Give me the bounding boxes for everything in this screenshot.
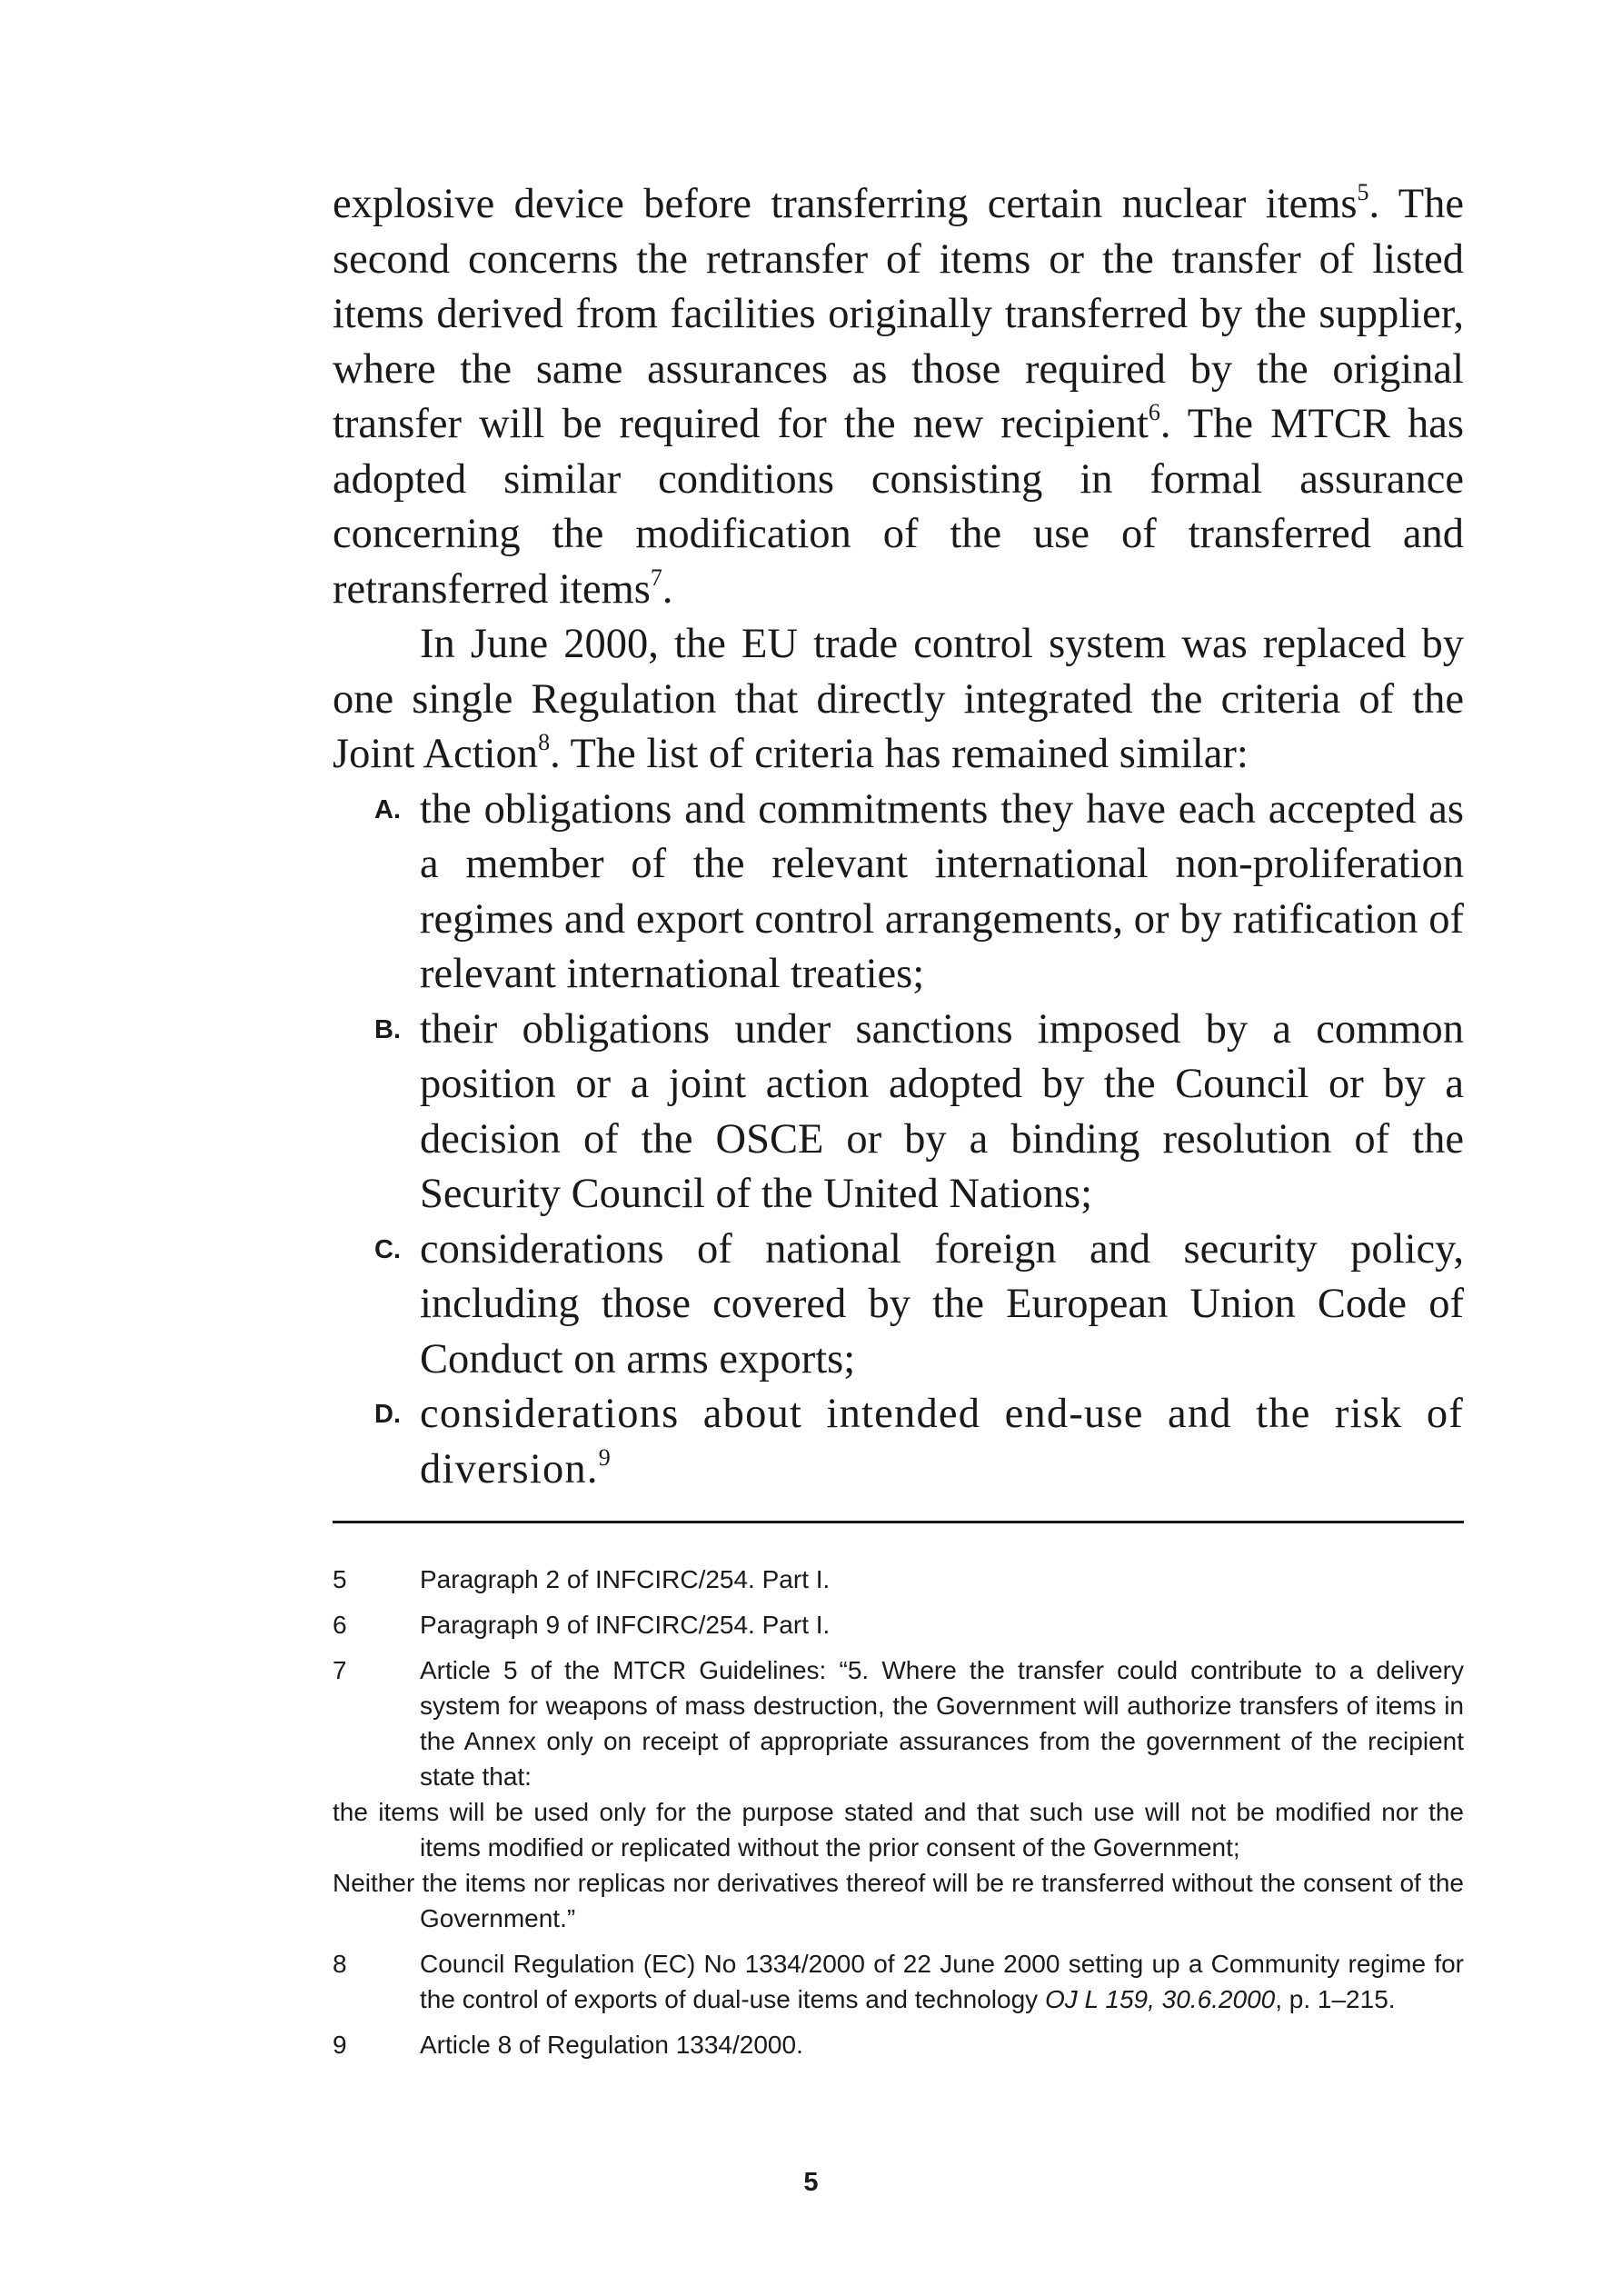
- paragraph-2-text: . The list of criteria has remained similar:: [550, 731, 1249, 777]
- citation-italic: OJ L 159, 30.6.2000: [1044, 1985, 1276, 2013]
- footnote-number: 5: [333, 1565, 347, 1593]
- footnote-text: Council Regulation (EC) No 1334/2000 of 22 June 2000 setting up a Community regime for the control of exports of dual-use items and technology: [420, 1950, 1464, 2013]
- item-letter: C.: [374, 1234, 401, 1264]
- footnote-text: , p. 1–215.: [1275, 1985, 1396, 2013]
- criteria-item-c: [333, 1223, 1464, 1388]
- footnote-number: 7: [333, 1656, 347, 1684]
- item-letter: D.: [374, 1400, 401, 1429]
- paragraph-1: [333, 177, 1464, 617]
- item-text: considerations of national foreign and security policy, including those covered by the European Union Code of Conduct on arms exports;: [420, 1225, 1464, 1383]
- footnote-7: [333, 1652, 1464, 1794]
- footnote-7-continuation: Neither the items nor replicas nor derivatives thereof will be re transferred without the consent of the Government.”: [333, 1869, 1464, 1932]
- criteria-list: [333, 783, 1464, 1498]
- footnote-ref-7[interactable]: 7: [650, 564, 662, 591]
- paragraph-2: [333, 617, 1464, 783]
- criteria-item-d: [333, 1387, 1464, 1497]
- footnote-ref-8[interactable]: 8: [538, 729, 551, 755]
- paragraph-1-text: .: [662, 565, 673, 613]
- footnote-6: [333, 1607, 1464, 1642]
- paragraph-1-text: . The second concerns the retransfer of items or the transfer of listed items derived from facilities originally transferred by the supplier, where the same assurances as those required by the original transfer will be required for the new recipient: [333, 181, 1464, 447]
- footnote-9: [333, 2027, 1464, 2062]
- footnote-5: [333, 1562, 1464, 1597]
- paragraph-1-text: . The MTCR has adopted similar conditions consisting in formal assurance concerning the modification of the use of transferred and retransferred items: [333, 401, 1464, 613]
- criteria-item-b: [333, 1003, 1464, 1223]
- paragraph-1-text: explosive device before transferring certain nuclear items: [333, 181, 1358, 227]
- paragraph-2-text: In June 2000, the EU trade control system was replaced by one single Regulation that directly integrated the criteria of the Joint Action: [333, 621, 1464, 777]
- item-letter: B.: [374, 1014, 401, 1044]
- footnote-divider: [333, 1521, 1464, 1523]
- footnote-ref-6[interactable]: 6: [1148, 399, 1160, 425]
- footnote-text: Article 5 of the MTCR Guidelines: “5. Where the transfer could contribute to a delivery system for weapons of mass destruction, the Government will authorize transfers of items in the Annex only on receipt of appropriate assurances from the government of the recipient state that:: [420, 1656, 1464, 1791]
- footnote-ref-9[interactable]: 9: [598, 1443, 611, 1471]
- item-text: the obligations and commitments they have each accepted as a member of the relevant international non-proliferation regimes and export control arrangements, or by ratification of relevant international treaties;: [420, 785, 1464, 997]
- item-text: considerations about intended end-use and the risk of diversion.: [420, 1391, 1464, 1492]
- footnote-ref-5[interactable]: 5: [1357, 179, 1369, 205]
- footnote-7-continuation: the items will be used only for the purpose stated and that such use will not be modified nor the items modified or replicated without the prior consent of the Government;: [333, 1798, 1464, 1862]
- item-letter: A.: [374, 794, 401, 824]
- footnote-text: Paragraph 2 of INFCIRC/254. Part I.: [420, 1565, 831, 1593]
- body-text: [333, 177, 1464, 1497]
- footnote-number: 9: [333, 2031, 347, 2059]
- footnote-text: Article 8 of Regulation 1334/2000.: [420, 2031, 803, 2059]
- footnote-number: 6: [333, 1611, 347, 1639]
- item-text: their obligations under sanctions imposed by a common position or a joint action adopted by the Council or by a decision of the OSCE or by a binding resolution of the Security Council of the United Nations;: [420, 1005, 1464, 1217]
- footnote-number: 8: [333, 1950, 347, 1978]
- footnotes: [333, 1562, 1464, 2072]
- footnote-text: Paragraph 9 of INFCIRC/254. Part I.: [420, 1611, 831, 1639]
- footnote-8: [333, 1946, 1464, 2017]
- page-number: 5: [803, 2168, 819, 2197]
- criteria-item-a: [333, 783, 1464, 1003]
